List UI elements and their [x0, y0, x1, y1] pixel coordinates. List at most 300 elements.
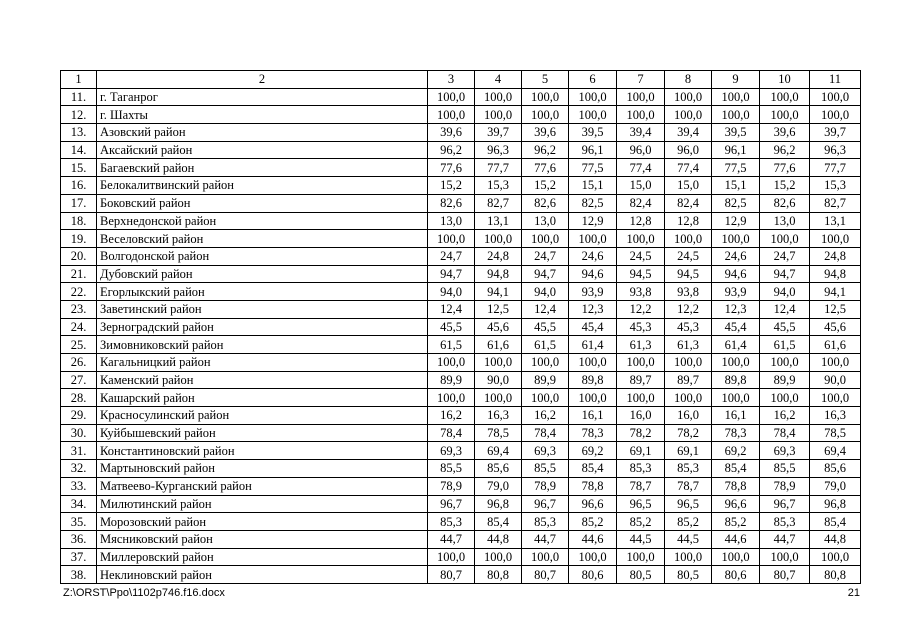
value-cell: 100,0	[617, 106, 665, 124]
table-row	[61, 442, 861, 460]
value-cell: 100,0	[428, 548, 475, 566]
value-cell: 44,6	[712, 530, 760, 548]
value-cell: 100,0	[712, 354, 760, 372]
value-cell: 77,6	[760, 159, 810, 177]
header-row	[61, 71, 861, 89]
value-cell: 94,1	[475, 283, 522, 301]
row-number: 13.	[61, 124, 97, 142]
table-row	[61, 513, 861, 531]
value-cell: 85,4	[810, 513, 861, 531]
value-cell: 61,6	[475, 336, 522, 354]
value-cell: 45,3	[665, 318, 712, 336]
value-cell: 39,4	[665, 124, 712, 142]
value-cell: 96,7	[760, 495, 810, 513]
value-cell: 12,3	[569, 300, 617, 318]
value-cell: 44,8	[475, 530, 522, 548]
district-name: Веселовский район	[97, 230, 428, 248]
value-cell: 94,6	[712, 265, 760, 283]
row-number: 38.	[61, 566, 97, 584]
value-cell: 24,6	[569, 247, 617, 265]
table-row	[61, 460, 861, 478]
value-cell: 100,0	[617, 389, 665, 407]
value-cell: 80,7	[760, 566, 810, 584]
value-cell: 44,7	[522, 530, 569, 548]
value-cell: 78,2	[617, 424, 665, 442]
value-cell: 100,0	[760, 230, 810, 248]
district-name: Дубовский район	[97, 265, 428, 283]
value-cell: 39,5	[569, 124, 617, 142]
district-name: Мясниковский район	[97, 530, 428, 548]
table-row	[61, 548, 861, 566]
value-cell: 100,0	[475, 389, 522, 407]
value-cell: 39,6	[428, 124, 475, 142]
value-cell: 69,1	[665, 442, 712, 460]
col-header: 6	[569, 71, 617, 89]
value-cell: 44,7	[428, 530, 475, 548]
value-cell: 69,2	[712, 442, 760, 460]
value-cell: 16,3	[475, 407, 522, 425]
district-name: Боковский район	[97, 194, 428, 212]
district-name: Багаевский район	[97, 159, 428, 177]
value-cell: 85,4	[712, 460, 760, 478]
value-cell: 69,3	[760, 442, 810, 460]
value-cell: 96,0	[665, 141, 712, 159]
value-cell: 100,0	[810, 106, 861, 124]
value-cell: 96,1	[712, 141, 760, 159]
value-cell: 12,4	[760, 300, 810, 318]
value-cell: 12,5	[475, 300, 522, 318]
value-cell: 94,1	[810, 283, 861, 301]
row-number: 14.	[61, 141, 97, 159]
value-cell: 15,3	[475, 177, 522, 195]
value-cell: 82,4	[665, 194, 712, 212]
value-cell: 100,0	[712, 389, 760, 407]
value-cell: 16,3	[810, 407, 861, 425]
value-cell: 89,8	[712, 371, 760, 389]
value-cell: 96,2	[428, 141, 475, 159]
value-cell: 100,0	[712, 106, 760, 124]
value-cell: 85,6	[810, 460, 861, 478]
row-number: 17.	[61, 194, 97, 212]
table-row	[61, 247, 861, 265]
value-cell: 78,4	[428, 424, 475, 442]
value-cell: 69,3	[428, 442, 475, 460]
value-cell: 100,0	[569, 389, 617, 407]
value-cell: 78,7	[665, 477, 712, 495]
value-cell: 100,0	[810, 88, 861, 106]
value-cell: 80,8	[810, 566, 861, 584]
value-cell: 100,0	[617, 230, 665, 248]
value-cell: 96,0	[617, 141, 665, 159]
value-cell: 12,5	[810, 300, 861, 318]
value-cell: 12,8	[617, 212, 665, 230]
row-number: 36.	[61, 530, 97, 548]
value-cell: 44,8	[810, 530, 861, 548]
value-cell: 44,5	[617, 530, 665, 548]
table-row	[61, 265, 861, 283]
value-cell: 94,7	[428, 265, 475, 283]
value-cell: 13,1	[810, 212, 861, 230]
value-cell: 100,0	[475, 230, 522, 248]
value-cell: 16,2	[760, 407, 810, 425]
value-cell: 100,0	[522, 548, 569, 566]
footer-file-path: Z:\ORST\Ppo\1102p746.f16.docx	[63, 587, 225, 599]
value-cell: 100,0	[712, 230, 760, 248]
value-cell: 100,0	[760, 548, 810, 566]
value-cell: 45,6	[810, 318, 861, 336]
district-name: Кагальницкий район	[97, 354, 428, 372]
value-cell: 15,0	[617, 177, 665, 195]
value-cell: 100,0	[428, 106, 475, 124]
district-name: Куйбышевский район	[97, 424, 428, 442]
row-number: 25.	[61, 336, 97, 354]
value-cell: 16,0	[665, 407, 712, 425]
value-cell: 94,7	[760, 265, 810, 283]
row-number: 29.	[61, 407, 97, 425]
row-number: 22.	[61, 283, 97, 301]
value-cell: 100,0	[760, 354, 810, 372]
value-cell: 39,4	[617, 124, 665, 142]
table-row	[61, 354, 861, 372]
value-cell: 90,0	[810, 371, 861, 389]
value-cell: 24,5	[665, 247, 712, 265]
value-cell: 69,4	[475, 442, 522, 460]
value-cell: 39,5	[712, 124, 760, 142]
district-name: Неклиновский район	[97, 566, 428, 584]
value-cell: 100,0	[810, 354, 861, 372]
value-cell: 69,4	[810, 442, 861, 460]
value-cell: 94,8	[810, 265, 861, 283]
col-header: 10	[760, 71, 810, 89]
value-cell: 89,7	[665, 371, 712, 389]
value-cell: 100,0	[665, 88, 712, 106]
row-number: 18.	[61, 212, 97, 230]
value-cell: 61,4	[712, 336, 760, 354]
value-cell: 24,8	[475, 247, 522, 265]
district-name: Матвеево-Курганский район	[97, 477, 428, 495]
value-cell: 94,5	[665, 265, 712, 283]
value-cell: 100,0	[428, 389, 475, 407]
row-number: 15.	[61, 159, 97, 177]
value-cell: 89,9	[428, 371, 475, 389]
value-cell: 100,0	[760, 389, 810, 407]
table-row	[61, 283, 861, 301]
value-cell: 94,6	[569, 265, 617, 283]
value-cell: 45,4	[712, 318, 760, 336]
value-cell: 82,5	[569, 194, 617, 212]
value-cell: 96,3	[475, 141, 522, 159]
value-cell: 96,6	[569, 495, 617, 513]
value-cell: 96,7	[522, 495, 569, 513]
district-name: Зерноградский район	[97, 318, 428, 336]
value-cell: 77,4	[617, 159, 665, 177]
value-cell: 16,2	[428, 407, 475, 425]
row-number: 37.	[61, 548, 97, 566]
value-cell: 100,0	[760, 106, 810, 124]
value-cell: 96,2	[760, 141, 810, 159]
value-cell: 45,5	[428, 318, 475, 336]
col-header: 8	[665, 71, 712, 89]
value-cell: 24,7	[760, 247, 810, 265]
value-cell: 78,9	[760, 477, 810, 495]
table-row	[61, 124, 861, 142]
value-cell: 61,3	[617, 336, 665, 354]
col-header: 9	[712, 71, 760, 89]
value-cell: 80,5	[665, 566, 712, 584]
row-number: 32.	[61, 460, 97, 478]
value-cell: 15,1	[569, 177, 617, 195]
value-cell: 82,6	[760, 194, 810, 212]
value-cell: 12,4	[428, 300, 475, 318]
value-cell: 78,4	[760, 424, 810, 442]
col-header: 5	[522, 71, 569, 89]
value-cell: 77,4	[665, 159, 712, 177]
value-cell: 78,5	[810, 424, 861, 442]
value-cell: 61,3	[665, 336, 712, 354]
table-row	[61, 495, 861, 513]
value-cell: 100,0	[712, 548, 760, 566]
value-cell: 100,0	[617, 88, 665, 106]
row-number: 30.	[61, 424, 97, 442]
value-cell: 100,0	[665, 106, 712, 124]
value-cell: 100,0	[475, 88, 522, 106]
value-cell: 61,4	[569, 336, 617, 354]
value-cell: 12,9	[569, 212, 617, 230]
value-cell: 100,0	[428, 88, 475, 106]
value-cell: 85,2	[617, 513, 665, 531]
value-cell: 39,7	[475, 124, 522, 142]
value-cell: 85,6	[475, 460, 522, 478]
district-name: г. Шахты	[97, 106, 428, 124]
district-name: Морозовский район	[97, 513, 428, 531]
value-cell: 78,2	[665, 424, 712, 442]
value-cell: 100,0	[665, 230, 712, 248]
value-cell: 61,6	[810, 336, 861, 354]
value-cell: 77,6	[522, 159, 569, 177]
row-number: 34.	[61, 495, 97, 513]
table-row	[61, 566, 861, 584]
value-cell: 78,3	[712, 424, 760, 442]
value-cell: 100,0	[760, 88, 810, 106]
table-row	[61, 141, 861, 159]
district-name: Кашарский район	[97, 389, 428, 407]
district-name: Волгодонской район	[97, 247, 428, 265]
value-cell: 12,9	[712, 212, 760, 230]
district-name: Миллеровский район	[97, 548, 428, 566]
value-cell: 96,5	[665, 495, 712, 513]
value-cell: 100,0	[428, 354, 475, 372]
value-cell: 100,0	[522, 389, 569, 407]
value-cell: 94,0	[522, 283, 569, 301]
value-cell: 78,5	[475, 424, 522, 442]
value-cell: 85,3	[665, 460, 712, 478]
value-cell: 94,8	[475, 265, 522, 283]
value-cell: 78,8	[712, 477, 760, 495]
value-cell: 90,0	[475, 371, 522, 389]
value-cell: 100,0	[810, 230, 861, 248]
value-cell: 24,6	[712, 247, 760, 265]
value-cell: 100,0	[522, 106, 569, 124]
row-number: 35.	[61, 513, 97, 531]
district-name: Константиновский район	[97, 442, 428, 460]
row-number: 31.	[61, 442, 97, 460]
value-cell: 45,3	[617, 318, 665, 336]
row-number: 23.	[61, 300, 97, 318]
value-cell: 78,4	[522, 424, 569, 442]
value-cell: 78,8	[569, 477, 617, 495]
value-cell: 82,5	[712, 194, 760, 212]
district-name: Красносулинский район	[97, 407, 428, 425]
value-cell: 44,6	[569, 530, 617, 548]
value-cell: 100,0	[569, 106, 617, 124]
value-cell: 15,3	[810, 177, 861, 195]
value-cell: 13,0	[522, 212, 569, 230]
value-cell: 96,8	[810, 495, 861, 513]
row-number: 28.	[61, 389, 97, 407]
value-cell: 80,8	[475, 566, 522, 584]
value-cell: 69,1	[617, 442, 665, 460]
value-cell: 85,2	[712, 513, 760, 531]
table-row	[61, 88, 861, 106]
row-number: 21.	[61, 265, 97, 283]
row-number: 11.	[61, 88, 97, 106]
value-cell: 15,2	[522, 177, 569, 195]
value-cell: 85,2	[569, 513, 617, 531]
value-cell: 100,0	[665, 548, 712, 566]
district-name: Аксайский район	[97, 141, 428, 159]
value-cell: 69,3	[522, 442, 569, 460]
value-cell: 96,6	[712, 495, 760, 513]
value-cell: 77,7	[810, 159, 861, 177]
table-row	[61, 477, 861, 495]
value-cell: 82,7	[475, 194, 522, 212]
district-name: Азовский район	[97, 124, 428, 142]
value-cell: 80,7	[428, 566, 475, 584]
col-header: 2	[97, 71, 428, 89]
value-cell: 100,0	[569, 548, 617, 566]
value-cell: 13,0	[760, 212, 810, 230]
value-cell: 79,0	[475, 477, 522, 495]
value-cell: 89,8	[569, 371, 617, 389]
value-cell: 13,0	[428, 212, 475, 230]
value-cell: 85,5	[760, 460, 810, 478]
value-cell: 39,7	[810, 124, 861, 142]
value-cell: 85,3	[428, 513, 475, 531]
value-cell: 100,0	[665, 354, 712, 372]
value-cell: 77,5	[569, 159, 617, 177]
row-number: 27.	[61, 371, 97, 389]
value-cell: 100,0	[569, 354, 617, 372]
value-cell: 96,8	[475, 495, 522, 513]
table-row	[61, 300, 861, 318]
row-number: 16.	[61, 177, 97, 195]
table-row	[61, 371, 861, 389]
table-row	[61, 318, 861, 336]
table-row	[61, 230, 861, 248]
value-cell: 80,5	[617, 566, 665, 584]
value-cell: 61,5	[522, 336, 569, 354]
value-cell: 85,5	[428, 460, 475, 478]
value-cell: 69,2	[569, 442, 617, 460]
value-cell: 82,4	[617, 194, 665, 212]
value-cell: 89,9	[760, 371, 810, 389]
value-cell: 100,0	[712, 88, 760, 106]
col-header: 4	[475, 71, 522, 89]
value-cell: 78,9	[428, 477, 475, 495]
district-name: Верхнедонской район	[97, 212, 428, 230]
value-cell: 96,5	[617, 495, 665, 513]
table-row	[61, 106, 861, 124]
district-name: Каменский район	[97, 371, 428, 389]
value-cell: 39,6	[760, 124, 810, 142]
value-cell: 85,3	[522, 513, 569, 531]
value-cell: 93,8	[617, 283, 665, 301]
value-cell: 45,4	[569, 318, 617, 336]
value-cell: 12,3	[712, 300, 760, 318]
value-cell: 93,9	[712, 283, 760, 301]
value-cell: 100,0	[475, 106, 522, 124]
value-cell: 100,0	[428, 230, 475, 248]
value-cell: 85,5	[522, 460, 569, 478]
value-cell: 82,6	[428, 194, 475, 212]
value-cell: 24,5	[617, 247, 665, 265]
value-cell: 15,0	[665, 177, 712, 195]
value-cell: 82,7	[810, 194, 861, 212]
table-row	[61, 212, 861, 230]
value-cell: 13,1	[475, 212, 522, 230]
table-row	[61, 194, 861, 212]
value-cell: 82,6	[522, 194, 569, 212]
value-cell: 24,7	[428, 247, 475, 265]
value-cell: 77,7	[475, 159, 522, 177]
value-cell: 85,4	[569, 460, 617, 478]
value-cell: 44,7	[760, 530, 810, 548]
value-cell: 16,0	[617, 407, 665, 425]
value-cell: 79,0	[810, 477, 861, 495]
district-name: Заветинский район	[97, 300, 428, 318]
value-cell: 96,7	[428, 495, 475, 513]
value-cell: 94,7	[522, 265, 569, 283]
value-cell: 100,0	[475, 354, 522, 372]
value-cell: 89,7	[617, 371, 665, 389]
value-cell: 44,5	[665, 530, 712, 548]
col-header: 7	[617, 71, 665, 89]
value-cell: 15,1	[712, 177, 760, 195]
table-row	[61, 177, 861, 195]
district-name: г. Таганрог	[97, 88, 428, 106]
row-number: 12.	[61, 106, 97, 124]
row-number: 24.	[61, 318, 97, 336]
district-name: Мартыновский район	[97, 460, 428, 478]
table-row	[61, 530, 861, 548]
row-number: 20.	[61, 247, 97, 265]
row-number: 26.	[61, 354, 97, 372]
data-table	[60, 70, 861, 584]
value-cell: 94,5	[617, 265, 665, 283]
value-cell: 85,3	[760, 513, 810, 531]
value-cell: 100,0	[475, 548, 522, 566]
value-cell: 15,2	[428, 177, 475, 195]
value-cell: 24,8	[810, 247, 861, 265]
table-row	[61, 424, 861, 442]
value-cell: 24,7	[522, 247, 569, 265]
value-cell: 100,0	[810, 389, 861, 407]
footer-page-number: 21	[847, 587, 860, 599]
value-cell: 77,6	[428, 159, 475, 177]
value-cell: 89,9	[522, 371, 569, 389]
value-cell: 45,6	[475, 318, 522, 336]
value-cell: 45,5	[522, 318, 569, 336]
